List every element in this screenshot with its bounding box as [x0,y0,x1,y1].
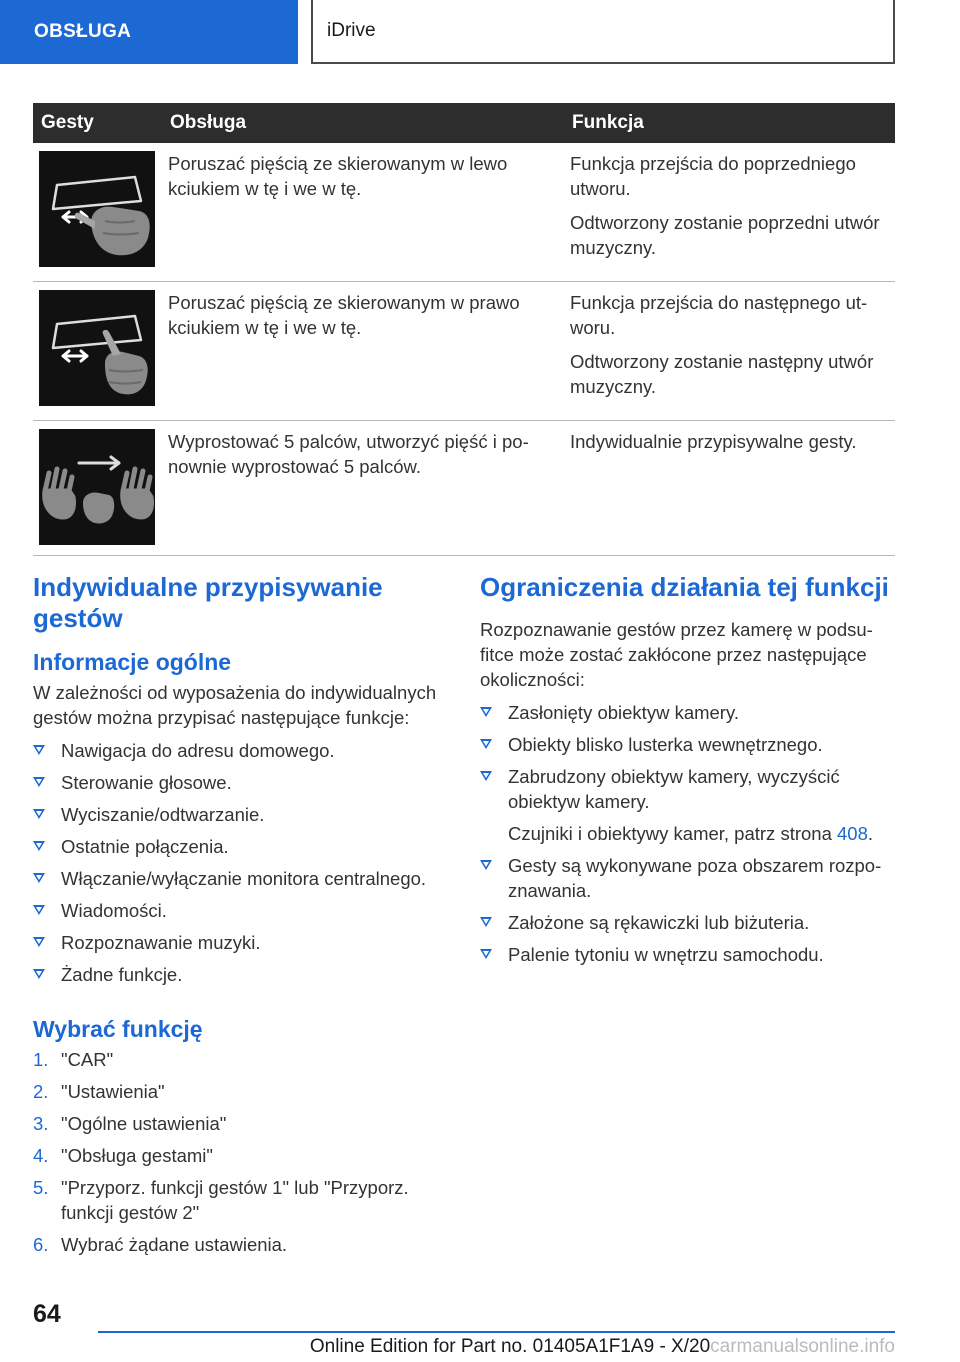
triangle-bullet-icon [33,969,45,979]
operation-cell: Poruszać pięścią ze skierowanym w prawo kciukiem w tę i we w tę. [162,282,564,421]
function-cell [564,143,895,282]
list-item: Żadne funkcje. [33,962,453,987]
column-header-gestures: Gesty [33,103,162,143]
list-item: Nawigacja do adresu domowego. [33,738,453,763]
triangle-bullet-icon [33,745,45,755]
section-heading: Ograniczenia działania tej funkcji [480,572,889,602]
list-item: Gesty są wykonywane poza obszarem rozpoznawania. [480,853,895,903]
cross-reference-note: Czujniki i obiektywy kamer, patrz strona 408. [508,823,874,844]
list-item: Palenie tytoniu w wnętrzu samochodu. [480,942,895,967]
open-fist-open-gesture-icon [39,429,155,545]
chapter-title: iDrive [311,0,895,64]
gesture-table [33,103,895,556]
function-cell [564,421,895,556]
list-item: Włączanie/wyłączanie monitora centralnego. [33,866,453,891]
step-item: 2. "Ustawienia" [33,1081,165,1102]
function-list [33,738,453,987]
footer-divider [98,1331,895,1333]
section-title: OBSŁUGA [0,0,298,64]
column-header-function: Funkcja [564,103,895,143]
section-heading: Indywidualne przypisywanie gestów [33,572,383,633]
operation-cell: Poruszać pięścią ze skierowanym w lewo kciukiem w tę i we w tę. [162,143,564,282]
triangle-bullet-icon [33,809,45,819]
list-item: Zasłonięty obiektyw kamery. [480,700,895,725]
function-text: Odtworzony zostanie poprzedni utwór muzyczny. [570,212,880,258]
step-item: 5. "Przyporz. funkcji gestów 1" lub "Przyporz. funkcji gestów 2" [33,1177,409,1223]
step-item: 3. "Ogólne ustawienia" [33,1113,227,1134]
list-item: Zabrudzony obiektyw kamery, wyczyścić obiektyw kamery. Czujniki i obiektywy kamer, patrz strona 408. [480,764,895,846]
triangle-bullet-icon [480,949,492,959]
subsection-heading: Informacje ogólne [33,649,232,675]
triangle-bullet-icon [33,841,45,851]
footer-edition: Online Edition for Part no. 01405A1F1A9 - X/20carmanualsonline.info [309,1336,895,1357]
triangle-bullet-icon [480,771,492,781]
watermark: carmanualsonline.info [710,1336,895,1357]
intro-text: W zależności od wyposażenia do indywidualnych gestów można przypisać następujące funkcje: [33,682,437,728]
table-header-row [33,103,895,143]
function-text: Funkcja przejścia do poprzedniego utworu. [570,153,856,199]
page-reference-link[interactable]: 408 [837,823,868,844]
fist-thumb-left-gesture-icon [39,151,155,267]
triangle-bullet-icon [33,905,45,915]
operation-cell: Wyprostować 5 palców, utworzyć pięść i ponownie wyprostować 5 palców. [162,421,564,556]
function-text: Indywidualnie przypisywalne gesty. [570,431,857,452]
step-item: 4. "Obsługa gestami" [33,1145,213,1166]
subsection-heading: Wybrać funkcję [33,1016,203,1042]
triangle-bullet-icon [480,860,492,870]
fist-thumb-right-gesture-icon [39,290,155,406]
triangle-bullet-icon [480,739,492,749]
list-item: Wyciszanie/odtwarzanie. [33,802,453,827]
table-row [33,282,895,421]
list-item: Rozpoznawanie muzyki. [33,930,453,955]
list-item: Ostatnie połączenia. [33,834,453,859]
triangle-bullet-icon [33,937,45,947]
list-item: Założone są rękawiczki lub biżuteria. [480,910,895,935]
step-item: 1. "CAR" [33,1049,114,1070]
list-item: Wiadomości. [33,898,453,923]
function-text: Odtworzony zostanie następny utwór muzyczny. [570,351,874,397]
steps-list [33,1047,453,1257]
step-item: 6. Wybrać żądane ustawienia. [33,1234,288,1255]
table-row [33,143,895,282]
page-number: 64 [33,1300,61,1328]
column-header-operation: Obsługa [162,103,564,143]
table-row [33,421,895,556]
list-item: Sterowanie głosowe. [33,770,453,795]
triangle-bullet-icon [480,917,492,927]
triangle-bullet-icon [480,707,492,717]
triangle-bullet-icon [33,777,45,787]
right-column [480,572,895,974]
list-item: Obiekty blisko lusterka wewnętrznego. [480,732,895,757]
function-cell [564,282,895,421]
triangle-bullet-icon [33,873,45,883]
function-text: Funkcja przejścia do następnego utworu. [570,292,868,338]
left-column [33,572,453,1264]
limitations-list [480,700,895,967]
intro-text: Rozpoznawanie gestów przez kamerę w podsufitce może zostać zakłócone przez następujące okoliczności: [480,619,873,690]
